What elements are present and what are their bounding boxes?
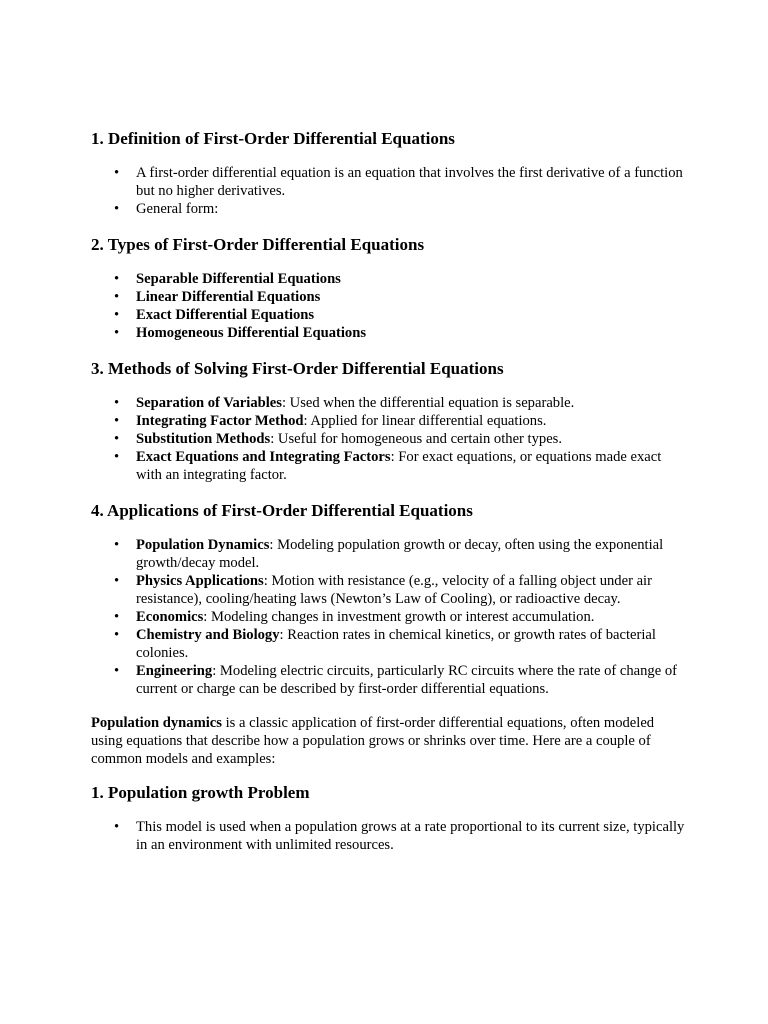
section-1-list (91, 164, 688, 218)
item-text: : Modeling changes in investment growth or interest accumulation. (203, 609, 595, 625)
item-text: : For exact equations, or equations made exact with an integrating factor. (136, 449, 662, 483)
section-4-list (91, 536, 688, 698)
item-bold: Economics (136, 609, 204, 625)
list-item (114, 818, 688, 854)
list-item (114, 430, 688, 448)
list-item (114, 270, 688, 288)
bullet: • (114, 413, 120, 429)
item-bold: Population Dynamics (136, 537, 270, 553)
item-bold: Substitution Methods (136, 431, 271, 447)
list-item (114, 164, 688, 200)
item-text: : Used when the differential equation is separable. (281, 395, 575, 411)
item-text: This model is used when a population grows at a rate proportional to its current size, typically in an environment with unlimited resources. (136, 819, 685, 853)
item-text: A first-order differential equation is an equation that involves the first derivative of a function but no higher derivatives. (136, 165, 683, 199)
item-text: : Reaction rates in chemical kinetics, or growth rates of bacterial colonies. (136, 627, 656, 661)
item-bold: Exact Equations and Integrating Factors (136, 449, 391, 465)
section-2-list (91, 270, 688, 342)
list-item (114, 306, 688, 324)
bullet: • (114, 289, 120, 305)
list-item (114, 626, 688, 662)
item-text: General form: (136, 201, 219, 217)
bullet: • (114, 395, 120, 411)
bullet: • (114, 271, 120, 287)
bullet: • (114, 537, 120, 553)
item-bold: Linear Differential Equations (136, 289, 321, 305)
bullet: • (114, 627, 120, 643)
list-item (114, 536, 688, 572)
item-text: : Modeling electric circuits, particularly RC circuits where the rate of change of current or charge can be described by first-order differential equations. (136, 663, 678, 697)
section-4-heading: 4. Applications of First-Order Differential Equations (91, 501, 473, 520)
item-bold: Physics Applications (136, 573, 264, 589)
item-bold: Separation of Variables (136, 395, 282, 411)
bullet: • (114, 609, 120, 625)
list-item (114, 412, 688, 430)
section-1-heading: 1. Definition of First-Order Differential Equations (91, 129, 455, 148)
section-3-list (91, 394, 688, 484)
bullet: • (114, 449, 120, 465)
item-text: : Motion with resistance (e.g., velocity of a falling object under air resistance), cooling/heating laws (Newton’s Law of Cooling), or radioactive decay. (136, 573, 652, 607)
list-item (114, 608, 688, 626)
list-item (114, 200, 688, 218)
intro-paragraph (91, 714, 688, 768)
item-bold: Exact Differential Equations (136, 307, 315, 323)
section-3-heading: 3. Methods of Solving First-Order Differential Equations (91, 359, 504, 378)
section-2-heading: 2. Types of First-Order Differential Equations (91, 235, 425, 254)
bullet: • (114, 819, 120, 835)
list-item (114, 448, 688, 484)
paragraph-bold: Population dynamics (91, 715, 222, 731)
item-bold: Separable Differential Equations (136, 271, 341, 287)
final-section-heading: 1. Population growth Problem (91, 783, 310, 802)
bullet: • (114, 201, 120, 217)
paragraph-text: is a classic application of first-order differential equations, often modeled using equations that describe how a population grows or shrinks over time. Here are a couple of common models and examples: (91, 715, 655, 767)
list-item (114, 288, 688, 306)
item-bold: Engineering (136, 663, 213, 679)
bullet: • (114, 307, 120, 323)
bullet: • (114, 325, 120, 341)
item-bold: Integrating Factor Method (136, 413, 304, 429)
list-item (114, 662, 688, 698)
list-item (114, 324, 688, 342)
list-item (114, 572, 688, 608)
bullet: • (114, 573, 120, 589)
bullet: • (114, 165, 120, 181)
item-bold: Homogeneous Differential Equations (136, 325, 366, 341)
item-text: : Applied for linear differential equations. (303, 413, 547, 429)
bullet: • (114, 431, 120, 447)
item-text: : Useful for homogeneous and certain other types. (270, 431, 563, 447)
final-section-list (91, 818, 688, 854)
item-bold: Chemistry and Biology (136, 627, 280, 643)
list-item (114, 394, 688, 412)
bullet: • (114, 663, 120, 679)
item-text: : Modeling population growth or decay, often using the exponential growth/decay model. (136, 537, 664, 571)
